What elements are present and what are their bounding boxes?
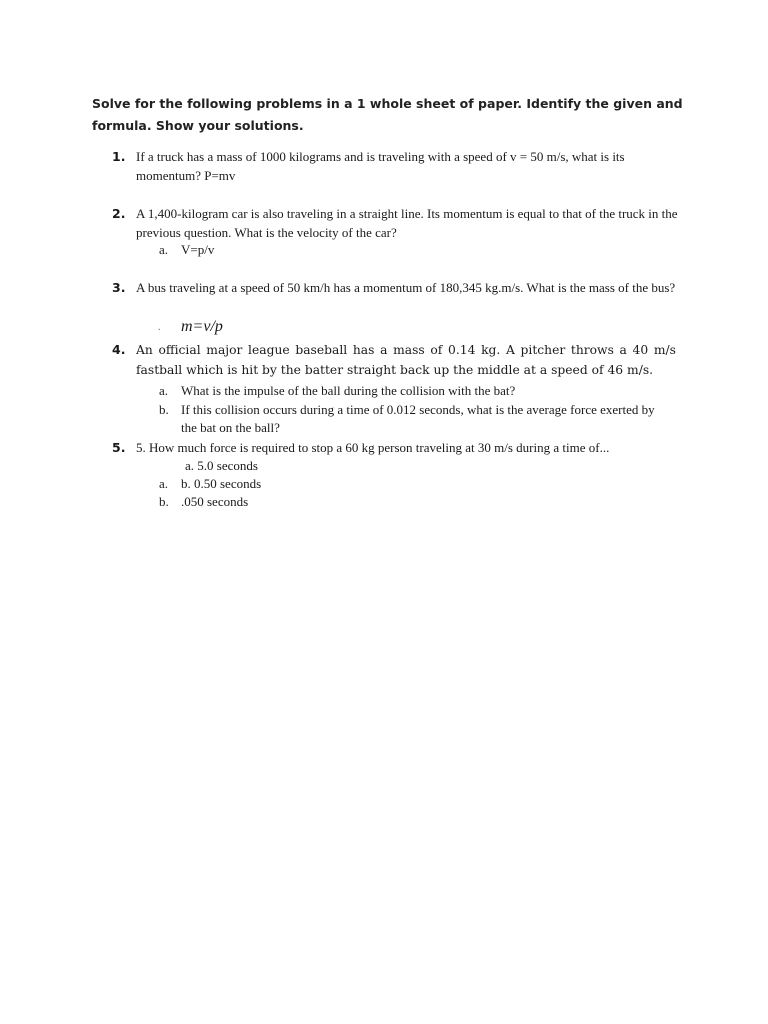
problem-number: 4.: [112, 342, 126, 357]
sub-item-text: a. 5.0 seconds: [185, 458, 258, 473]
sub-item-text: b. 0.50 seconds: [181, 476, 262, 491]
sub-item-label: a.: [159, 242, 169, 257]
problem-text: A bus traveling at a speed of 50 km/h has a momentum of 180,345 kg.m/s. What is the mass of the bus?: [136, 280, 676, 295]
problem-number: 2.: [112, 206, 126, 221]
problem-text: An official major league baseball has a mass of 0.14 kg. A pitcher throws a 40 m/s fastball which is hit by the batter straight back up the middle at a speed of 46 m/s.: [136, 343, 676, 377]
problem-text: A 1,400-kilogram car is also traveling in a straight line. Its momentum is equal to that of the truck in the previous question. What is the velocity of the car?: [136, 206, 678, 240]
problem-text: 5. How much force is required to stop a 60 kg person traveling at 30 m/s during a time of...: [136, 440, 610, 455]
instructions: Solve for the following problems in a 1 whole sheet of paper. Identify the given and formula. Show your solutions.: [92, 96, 683, 133]
sub-item-label: a.: [159, 476, 169, 491]
sub-item-label: b.: [159, 494, 169, 509]
list-marker: .: [158, 322, 161, 333]
sub-item: [159, 241, 214, 259]
sub-item-label: b.: [159, 402, 169, 417]
sub-item: [159, 475, 261, 493]
sub-item-text: V=p/v: [181, 242, 215, 257]
sub-item-text: If this collision occurs during a time of 0.012 seconds, what is the average force exerted by the bat on the ball?: [181, 402, 655, 435]
sub-item-text: .050 seconds: [181, 494, 249, 509]
sub-item: [159, 493, 248, 511]
problem-number: 5.: [112, 440, 126, 455]
problem-number: 1.: [112, 149, 126, 164]
problem-number: 3.: [112, 280, 126, 295]
formula: m=v/p: [181, 318, 223, 335]
problem-text: If a truck has a mass of 1000 kilograms and is traveling with a speed of v = 50 m/s, what is its momentum? P=mv: [136, 149, 625, 183]
sub-item-label: a.: [159, 383, 169, 398]
sub-item: [159, 382, 515, 400]
sub-item-text: What is the impulse of the ball during the collision with the bat?: [181, 383, 516, 398]
sub-item: [159, 401, 661, 437]
sub-item: [185, 457, 258, 475]
